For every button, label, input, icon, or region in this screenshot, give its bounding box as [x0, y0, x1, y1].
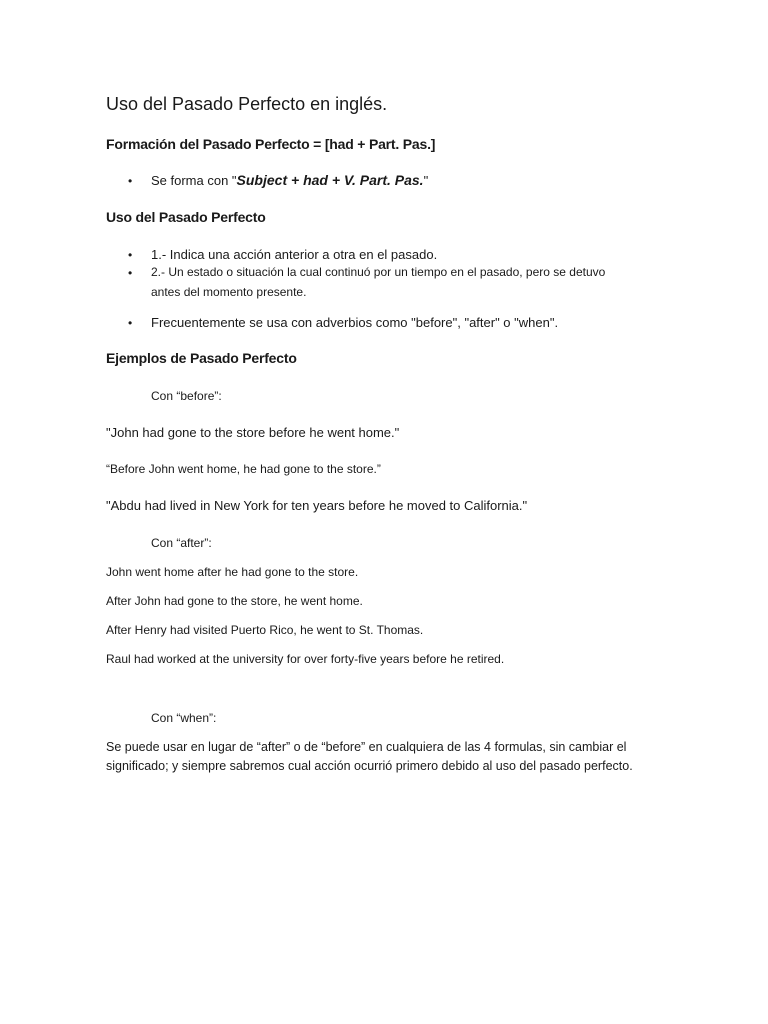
examples-heading: Ejemplos de Pasado Perfecto: [106, 350, 297, 366]
formation-heading: Formación del Pasado Perfecto = [had + Part. Pas.]: [106, 136, 436, 152]
before-example-1: "John had gone to the store before he went home.": [106, 425, 400, 440]
uso-item-3: Frecuentemente se usa con adverbios como "before", "after" o "when".: [151, 315, 559, 330]
before-example-2: “Before John went home, he had gone to the store.”: [106, 462, 381, 476]
formation-bullet-suffix: ": [423, 173, 429, 188]
bullet-icon: •: [128, 316, 133, 330]
after-label: Con “after”:: [151, 536, 212, 550]
after-example-2: After John had gone to the store, he went home.: [106, 594, 363, 608]
bullet-icon: •: [128, 248, 133, 262]
before-label: Con “before”:: [151, 389, 222, 403]
bullet-icon: •: [128, 266, 133, 280]
uso-item-2-line-1: 2.- Un estado o situación la cual continuó por un tiempo en el pasado, pero se detuvo: [151, 265, 606, 279]
after-example-4: Raul had worked at the university for over forty-five years before he retired.: [106, 652, 505, 666]
before-example-3: "Abdu had lived in New York for ten years before he moved to California.": [106, 498, 528, 513]
after-example-3: After Henry had visited Puerto Rico, he went to St. Thomas.: [106, 623, 424, 637]
document-title: Uso del Pasado Perfecto en inglés.: [106, 94, 388, 114]
when-paragraph: Se puede usar en lugar de “after” o de “before” en cualquiera de las 4 formulas, sin cambiar el significado; y siempre sabremos cual acción ocurrió primero debido al uso del pasado perfecto.: [106, 740, 633, 773]
bullet-icon: •: [128, 174, 133, 188]
uso-item-1: 1.- Indica una acción anterior a otra en el pasado.: [151, 247, 438, 262]
formation-bullet-prefix: Se forma con ": [151, 173, 237, 188]
formation-formula: Subject + had + V. Part. Pas.: [236, 172, 424, 188]
formation-bullet: [151, 172, 428, 188]
when-label: Con “when”:: [151, 711, 217, 725]
after-example-1: John went home after he had gone to the store.: [106, 565, 359, 579]
uso-heading: Uso del Pasado Perfecto: [106, 209, 266, 225]
uso-item-2-line-2: antes del momento presente.: [151, 285, 307, 299]
